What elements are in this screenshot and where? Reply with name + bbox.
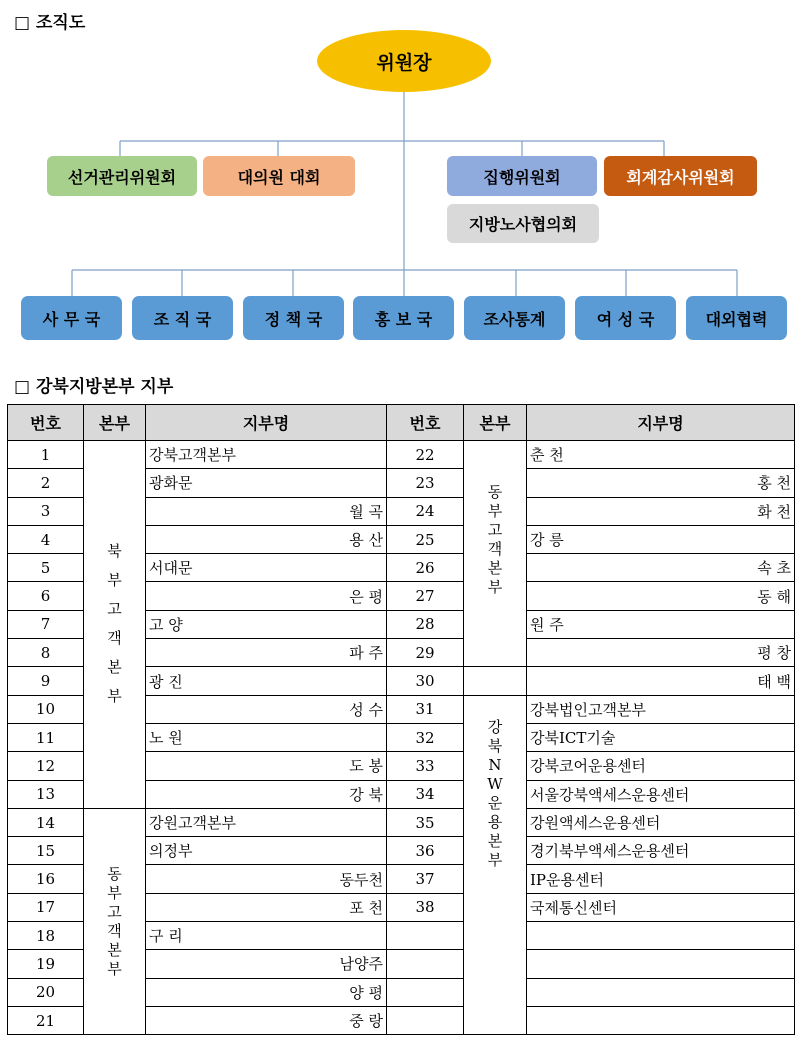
branch-name: 춘 천	[527, 441, 795, 469]
table-header-row	[8, 405, 795, 441]
row-number: 23	[387, 469, 464, 497]
branch-name: 도 봉	[146, 752, 387, 780]
table-row	[8, 441, 795, 469]
hq-cell	[464, 695, 527, 1035]
branch-name: 평 창	[527, 639, 795, 667]
dept-node: 조 직 국	[132, 296, 233, 340]
branch-name: 남양주	[146, 950, 387, 978]
row-number	[387, 1006, 464, 1034]
header-num: 번호	[387, 405, 464, 441]
branch-name: 광 진	[146, 667, 387, 695]
branch-name: 원 주	[527, 610, 795, 638]
row-number: 12	[8, 752, 84, 780]
org-chart-title: □ 조직도	[14, 13, 86, 33]
row-number: 3	[8, 497, 84, 525]
chairperson-node: 위원장	[317, 30, 491, 92]
row-number: 21	[8, 1006, 84, 1034]
branch-name: IP운용센터	[527, 865, 795, 893]
branch-name: 성 수	[146, 695, 387, 723]
dept-node: 대외협력	[686, 296, 787, 340]
branch-name: 양 평	[146, 978, 387, 1006]
row-number: 22	[387, 441, 464, 469]
row-number: 32	[387, 723, 464, 751]
branch-name: 강북ICT기술	[527, 723, 795, 751]
header-num: 번호	[8, 405, 84, 441]
dept-node: 홍 보 국	[353, 296, 454, 340]
header-branch: 지부명	[146, 405, 387, 441]
row-number: 38	[387, 893, 464, 921]
hq-label: 강 북 N W 운 용 본 부	[487, 717, 503, 869]
branch-name: 용 산	[146, 525, 387, 553]
row-number: 27	[387, 582, 464, 610]
dept-node: 조사통계	[464, 296, 565, 340]
dept-node: 여 성 국	[575, 296, 676, 340]
row-number	[387, 922, 464, 950]
hq-cell	[84, 808, 146, 1034]
row-number: 35	[387, 808, 464, 836]
delegates-assembly-node: 대의원 대회	[203, 156, 355, 196]
branch-name: 서울강북액세스운용센터	[527, 780, 795, 808]
header-hq: 본부	[464, 405, 527, 441]
branch-name: 노 원	[146, 723, 387, 751]
row-number: 11	[8, 723, 84, 751]
table-row	[8, 808, 795, 836]
branch-name	[527, 922, 795, 950]
branch-name: 은 평	[146, 582, 387, 610]
row-number: 8	[8, 639, 84, 667]
dept-node: 정 책 국	[243, 296, 344, 340]
row-number: 29	[387, 639, 464, 667]
branch-name: 강북코어운용센터	[527, 752, 795, 780]
row-number: 37	[387, 865, 464, 893]
branch-name: 포 천	[146, 893, 387, 921]
row-number: 16	[8, 865, 84, 893]
header-branch: 지부명	[527, 405, 795, 441]
row-number: 17	[8, 893, 84, 921]
branch-name: 경기북부액세스운용센터	[527, 837, 795, 865]
row-number: 34	[387, 780, 464, 808]
branch-name: 태 백	[527, 667, 795, 695]
row-number: 14	[8, 808, 84, 836]
row-number: 20	[8, 978, 84, 1006]
branch-name: 홍 천	[527, 469, 795, 497]
row-number: 4	[8, 525, 84, 553]
branch-name: 고 양	[146, 610, 387, 638]
row-number: 25	[387, 525, 464, 553]
branch-name: 속 초	[527, 554, 795, 582]
branch-name: 중 랑	[146, 1006, 387, 1034]
row-number: 33	[387, 752, 464, 780]
branch-name	[527, 1006, 795, 1034]
row-number: 7	[8, 610, 84, 638]
election-committee-node: 선거관리위원회	[47, 156, 197, 196]
hq-label: 북 부 고 객 본 부	[107, 542, 122, 706]
branch-table	[7, 404, 795, 1035]
branch-section-title: □ 강북지방본부 지부	[14, 377, 174, 397]
row-number: 28	[387, 610, 464, 638]
row-number: 2	[8, 469, 84, 497]
hq-label: 동 부 고 객 본 부	[487, 483, 503, 596]
branch-name: 파 주	[146, 639, 387, 667]
header-hq: 본부	[84, 405, 146, 441]
branch-name: 강북법인고객본부	[527, 695, 795, 723]
hq-cell	[84, 441, 146, 809]
row-number: 1	[8, 441, 84, 469]
row-number	[387, 950, 464, 978]
dept-node: 사 무 국	[21, 296, 122, 340]
row-number: 6	[8, 582, 84, 610]
audit-committee-node: 회계감사위원회	[604, 156, 757, 196]
row-number: 30	[387, 667, 464, 695]
regional-council-node: 지방노사협의회	[447, 204, 599, 243]
branch-name: 국제통신센터	[527, 893, 795, 921]
row-number: 10	[8, 695, 84, 723]
branch-name: 월 곡	[146, 497, 387, 525]
row-number: 18	[8, 922, 84, 950]
row-number: 5	[8, 554, 84, 582]
row-number: 13	[8, 780, 84, 808]
branch-name: 강 북	[146, 780, 387, 808]
branch-name: 강북고객본부	[146, 441, 387, 469]
branch-name	[527, 950, 795, 978]
row-number: 9	[8, 667, 84, 695]
executive-committee-node: 집행위원회	[447, 156, 597, 196]
hq-cell	[464, 667, 527, 695]
hq-label: 동 부 고 객 본 부	[107, 864, 122, 978]
row-number: 15	[8, 837, 84, 865]
row-number: 19	[8, 950, 84, 978]
branch-name: 화 천	[527, 497, 795, 525]
branch-name: 광화문	[146, 469, 387, 497]
branch-name: 의정부	[146, 837, 387, 865]
branch-name	[527, 978, 795, 1006]
row-number: 31	[387, 695, 464, 723]
branch-name: 서대문	[146, 554, 387, 582]
branch-name: 구 리	[146, 922, 387, 950]
row-number: 24	[387, 497, 464, 525]
branch-name: 강 릉	[527, 525, 795, 553]
row-number: 26	[387, 554, 464, 582]
row-number: 36	[387, 837, 464, 865]
branch-name: 강원액세스운용센터	[527, 808, 795, 836]
branch-name: 동 해	[527, 582, 795, 610]
hq-cell	[464, 441, 527, 667]
branch-name: 동두천	[146, 865, 387, 893]
row-number	[387, 978, 464, 1006]
branch-name: 강원고객본부	[146, 808, 387, 836]
